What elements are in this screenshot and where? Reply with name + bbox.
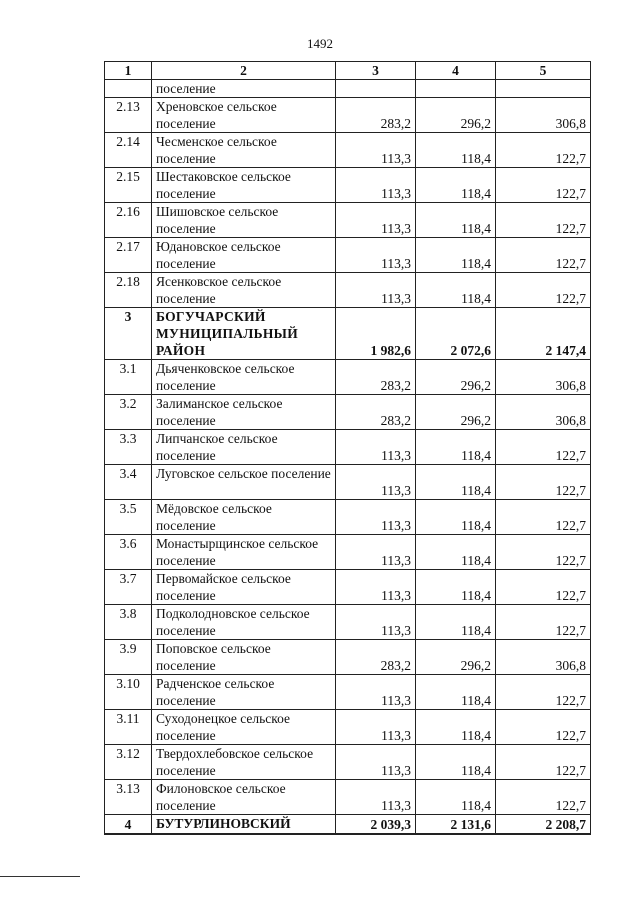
table-row xyxy=(105,605,591,640)
row-value-col3: 113,3 xyxy=(336,238,416,273)
table-row xyxy=(105,238,591,273)
table-row xyxy=(105,780,591,815)
table-row xyxy=(105,203,591,238)
row-value-col4: 2 072,6 xyxy=(416,308,496,360)
row-value-col3: 283,2 xyxy=(336,360,416,395)
column-header-2: 2 xyxy=(152,62,336,80)
table-row xyxy=(105,360,591,395)
table-row xyxy=(105,395,591,430)
table-row-continuation xyxy=(105,80,591,98)
table-row xyxy=(105,430,591,465)
row-value-col5: 122,7 xyxy=(496,238,591,273)
row-name: Луговское сельское поселение xyxy=(152,465,336,500)
row-number: 3.11 xyxy=(105,710,152,745)
row-value-col5: 122,7 xyxy=(496,465,591,500)
row-number: 3.6 xyxy=(105,535,152,570)
row-name: Монастырщинское сельское поселение xyxy=(152,535,336,570)
row-value-col3: 113,3 xyxy=(336,745,416,780)
row-name: Филоновское сельское поселение xyxy=(152,780,336,815)
row-number: 3.3 xyxy=(105,430,152,465)
row-value-col3: 113,3 xyxy=(336,780,416,815)
table-row xyxy=(105,500,591,535)
row-value-col3: 283,2 xyxy=(336,395,416,430)
row-number: 3.12 xyxy=(105,745,152,780)
row-value-col3: 113,3 xyxy=(336,710,416,745)
row-number: 3.10 xyxy=(105,675,152,710)
row-number: 3.9 xyxy=(105,640,152,675)
column-header-4: 4 xyxy=(416,62,496,80)
row-number: 2.14 xyxy=(105,133,152,168)
row-name: Мёдовское сельское поселение xyxy=(152,500,336,535)
row-value-col3: 113,3 xyxy=(336,203,416,238)
row-value-col5: 122,7 xyxy=(496,605,591,640)
row-number: 2.13 xyxy=(105,98,152,133)
row-number: 3.7 xyxy=(105,570,152,605)
budget-table xyxy=(104,61,591,835)
row-number: 3.2 xyxy=(105,395,152,430)
table-row xyxy=(105,168,591,203)
row-value-col4: 2 131,6 xyxy=(416,815,496,835)
row-value-col5: 2 147,4 xyxy=(496,308,591,360)
row-value-col3: 113,3 xyxy=(336,500,416,535)
row-value-col4: 118,4 xyxy=(416,535,496,570)
row-value-col4: 118,4 xyxy=(416,570,496,605)
row-name: Первомайское сельское поселение xyxy=(152,570,336,605)
row-value-col4: 296,2 xyxy=(416,640,496,675)
row-name: Ясенковское сельское поселение xyxy=(152,273,336,308)
row-number: 3.13 xyxy=(105,780,152,815)
row-number: 2.15 xyxy=(105,168,152,203)
row-value-col4: 118,4 xyxy=(416,710,496,745)
row-value-col4: 118,4 xyxy=(416,780,496,815)
row-value-col3: 113,3 xyxy=(336,133,416,168)
row-name: Подколодновское сельское поселение xyxy=(152,605,336,640)
page-number: 1492 xyxy=(307,36,333,51)
row-value-col5: 122,7 xyxy=(496,133,591,168)
row-value-col4: 118,4 xyxy=(416,168,496,203)
row-value-col5: 122,7 xyxy=(496,675,591,710)
footnote-separator xyxy=(0,876,80,877)
row-name: поселение xyxy=(152,80,336,98)
row-value-col5: 122,7 xyxy=(496,780,591,815)
row-value-col5: 2 208,7 xyxy=(496,815,591,835)
table-row xyxy=(105,98,591,133)
table-row xyxy=(105,465,591,500)
row-name: Шестаковское сельское поселение xyxy=(152,168,336,203)
row-number: 3.4 xyxy=(105,465,152,500)
row-value-col5: 122,7 xyxy=(496,570,591,605)
row-name: Хреновское сельское поселение xyxy=(152,98,336,133)
row-number xyxy=(105,80,152,98)
row-name: Шишовское сельское поселение xyxy=(152,203,336,238)
row-value-col3: 1 982,6 xyxy=(336,308,416,360)
row-value-col5: 122,7 xyxy=(496,500,591,535)
row-value-col3: 113,3 xyxy=(336,465,416,500)
column-header-3: 3 xyxy=(336,62,416,80)
row-value-col5: 122,7 xyxy=(496,745,591,780)
row-name: Залиманское сельское поселение xyxy=(152,395,336,430)
row-value-col4: 118,4 xyxy=(416,465,496,500)
row-value-col4: 118,4 xyxy=(416,500,496,535)
table-row-district xyxy=(105,308,591,360)
row-value-col5: 122,7 xyxy=(496,203,591,238)
row-value-col3: 113,3 xyxy=(336,675,416,710)
row-value-col5: 122,7 xyxy=(496,710,591,745)
row-value-col5: 306,8 xyxy=(496,395,591,430)
row-value-col5: 122,7 xyxy=(496,535,591,570)
row-value-col4: 118,4 xyxy=(416,238,496,273)
row-value-col5: 122,7 xyxy=(496,273,591,308)
row-number: 4 xyxy=(105,815,152,835)
row-value-col4: 118,4 xyxy=(416,430,496,465)
row-name: БОГУЧАРСКИЙ МУНИЦИПАЛЬНЫЙ РАЙОН xyxy=(152,308,336,360)
column-header-1: 1 xyxy=(105,62,152,80)
row-name: Суходонецкое сельское поселение xyxy=(152,710,336,745)
row-value-col4: 296,2 xyxy=(416,98,496,133)
row-number: 2.17 xyxy=(105,238,152,273)
row-value-col3 xyxy=(336,80,416,98)
row-value-col3: 113,3 xyxy=(336,570,416,605)
table-row xyxy=(105,640,591,675)
row-value-col3: 113,3 xyxy=(336,273,416,308)
row-value-col4: 118,4 xyxy=(416,203,496,238)
row-value-col4: 118,4 xyxy=(416,273,496,308)
row-value-col4: 118,4 xyxy=(416,675,496,710)
table-row xyxy=(105,570,591,605)
row-name: Юдановское сельское поселение xyxy=(152,238,336,273)
table-row xyxy=(105,273,591,308)
row-value-col3: 283,2 xyxy=(336,640,416,675)
row-number: 3.5 xyxy=(105,500,152,535)
row-value-col3: 113,3 xyxy=(336,430,416,465)
row-name: Радченское сельское поселение xyxy=(152,675,336,710)
row-value-col3: 113,3 xyxy=(336,535,416,570)
row-number: 2.18 xyxy=(105,273,152,308)
row-value-col3: 113,3 xyxy=(336,605,416,640)
table-row xyxy=(105,745,591,780)
row-number: 3 xyxy=(105,308,152,360)
row-value-col4 xyxy=(416,80,496,98)
row-value-col4: 296,2 xyxy=(416,395,496,430)
table-row xyxy=(105,710,591,745)
row-value-col4: 118,4 xyxy=(416,745,496,780)
row-value-col4: 296,2 xyxy=(416,360,496,395)
row-number: 2.16 xyxy=(105,203,152,238)
row-value-col4: 118,4 xyxy=(416,133,496,168)
row-value-col5 xyxy=(496,80,591,98)
table-row xyxy=(105,675,591,710)
row-value-col3: 113,3 xyxy=(336,168,416,203)
row-value-col5: 122,7 xyxy=(496,168,591,203)
table-row xyxy=(105,535,591,570)
row-value-col5: 122,7 xyxy=(496,430,591,465)
table-row xyxy=(105,133,591,168)
row-name: Чесменское сельское поселение xyxy=(152,133,336,168)
row-name: Липчанское сельское поселение xyxy=(152,430,336,465)
row-value-col3: 283,2 xyxy=(336,98,416,133)
table-body xyxy=(105,80,591,835)
row-value-col4: 118,4 xyxy=(416,605,496,640)
row-value-col3: 2 039,3 xyxy=(336,815,416,835)
row-value-col5: 306,8 xyxy=(496,640,591,675)
row-value-col5: 306,8 xyxy=(496,98,591,133)
row-name: Дьяченковское сельское поселение xyxy=(152,360,336,395)
row-number: 3.1 xyxy=(105,360,152,395)
row-name: БУТУРЛИНОВСКИЙ xyxy=(152,815,336,835)
row-value-col5: 306,8 xyxy=(496,360,591,395)
column-header-5: 5 xyxy=(496,62,591,80)
table-header-row xyxy=(105,62,591,80)
row-name: Поповское сельское поселение xyxy=(152,640,336,675)
table-row-last xyxy=(105,815,591,835)
row-name: Твердохлебовское сельское поселение xyxy=(152,745,336,780)
row-number: 3.8 xyxy=(105,605,152,640)
